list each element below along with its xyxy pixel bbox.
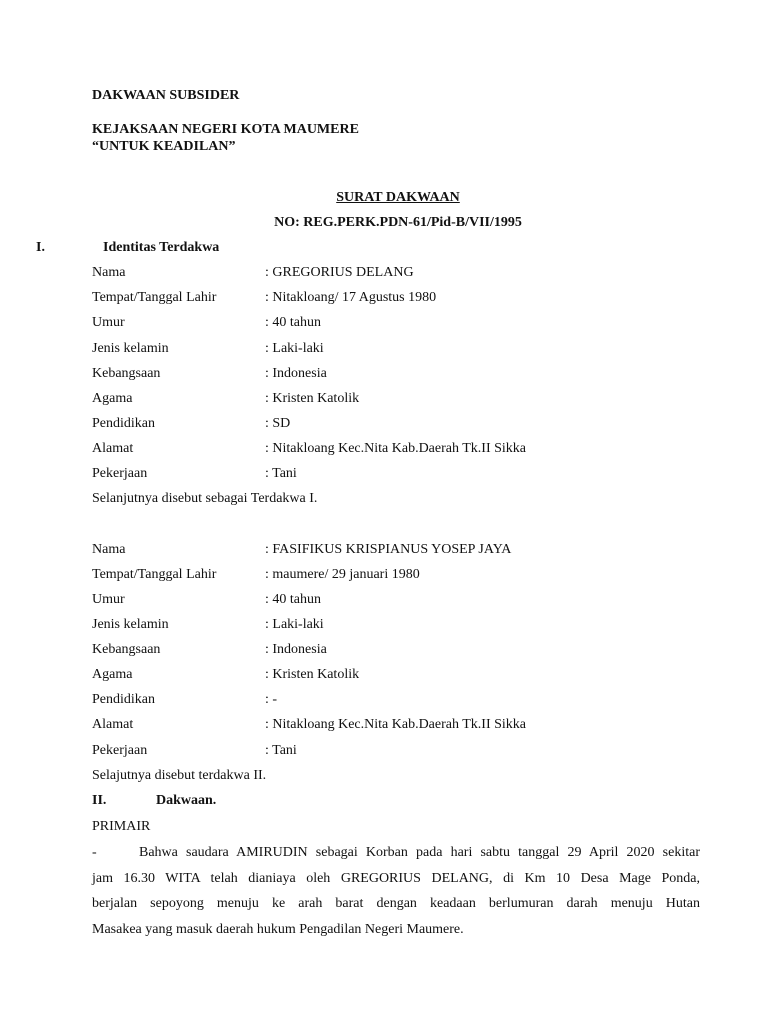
identity-value: : 40 tahun: [265, 315, 321, 330]
list-dash: -: [92, 845, 97, 860]
office-motto: “UNTUK KEADILAN”: [92, 139, 236, 154]
identity-value: : Kristen Katolik: [265, 391, 360, 406]
identity-label: Jenis kelamin: [92, 617, 169, 632]
identity-label: Tempat/Tanggal Lahir: [92, 567, 217, 582]
identity-value: : Nitakloang Kec.Nita Kab.Daerah Tk.II Sikka: [265, 441, 526, 456]
registration-number: NO: REG.PERK.PDN-61/Pid-B/VII/1995: [274, 215, 522, 230]
identity-value: : Nitakloang/ 17 Agustus 1980: [265, 290, 437, 305]
identity-label: Pendidikan: [92, 692, 155, 707]
identity-label: Pendidikan: [92, 416, 155, 431]
section-2-heading: Dakwaan.: [156, 793, 217, 808]
identity-value: : Laki-laki: [265, 341, 324, 356]
identity-value: : Nitakloang Kec.Nita Kab.Daerah Tk.II Sikka: [265, 717, 526, 732]
identity-value: : Indonesia: [265, 366, 327, 381]
identity-label: Kebangsaan: [92, 366, 161, 381]
document-heading: SURAT DAKWAAN: [336, 190, 460, 205]
identity-label: Alamat: [92, 441, 134, 456]
paragraph-line: jam 16.30 WITA telah dianiaya oleh GREGORIUS DELANG, di Km 10 Desa Mage Ponda,: [92, 870, 700, 886]
paragraph-line: Masakea yang masuk daerah hukum Pengadilan Negeri Maumere.: [92, 921, 464, 937]
identity-label: Alamat: [92, 717, 134, 732]
paragraph-line: berjalan sepoyong menuju ke arah barat dengan keadaan berlumuran darah menuju Hutan: [92, 896, 700, 911]
identity-value: : -: [265, 692, 278, 707]
section-1-heading: Identitas Terdakwa: [103, 240, 220, 255]
defendant-1-closing: Selanjutnya disebut sebagai Terdakwa I.: [92, 491, 318, 506]
identity-label: Pekerjaan: [92, 466, 148, 481]
identity-label: Umur: [92, 592, 125, 607]
primair-subheading: PRIMAIR: [92, 819, 151, 834]
identity-label: Tempat/Tanggal Lahir: [92, 290, 217, 305]
section-2-numeral: II.: [92, 793, 107, 808]
paragraph-line: [92, 840, 700, 866]
identity-value: : FASIFIKUS KRISPIANUS YOSEP JAYA: [265, 542, 512, 557]
defendant-2-closing: Selajutnya disebut terdakwa II.: [92, 768, 267, 783]
identity-value: : Laki-laki: [265, 617, 324, 632]
identity-label: Umur: [92, 315, 125, 330]
paragraph-line-text: Bahwa saudara AMIRUDIN sebagai Korban pada hari sabtu tanggal 29 April 2020 sekitar: [139, 845, 700, 860]
identity-value: : 40 tahun: [265, 592, 321, 607]
identity-value: : Tani: [265, 743, 297, 758]
identity-label: Nama: [92, 265, 126, 280]
identity-value: : Kristen Katolik: [265, 667, 360, 682]
section-1-numeral: I.: [36, 240, 45, 255]
identity-value: : Tani: [265, 466, 297, 481]
identity-label: Nama: [92, 542, 126, 557]
identity-label: Pekerjaan: [92, 743, 148, 758]
identity-value: : Indonesia: [265, 642, 327, 657]
identity-value: : maumere/ 29 januari 1980: [265, 567, 420, 582]
document-type-title: DAKWAAN SUBSIDER: [92, 88, 240, 103]
identity-label: Agama: [92, 667, 133, 682]
identity-label: Kebangsaan: [92, 642, 161, 657]
primair-paragraph: [92, 840, 700, 942]
prosecutor-office: KEJAKSAAN NEGERI KOTA MAUMERE: [92, 122, 359, 137]
identity-value: : GREGORIUS DELANG: [265, 265, 414, 280]
identity-label: Agama: [92, 391, 133, 406]
identity-value: : SD: [265, 416, 291, 431]
identity-label: Jenis kelamin: [92, 341, 169, 356]
